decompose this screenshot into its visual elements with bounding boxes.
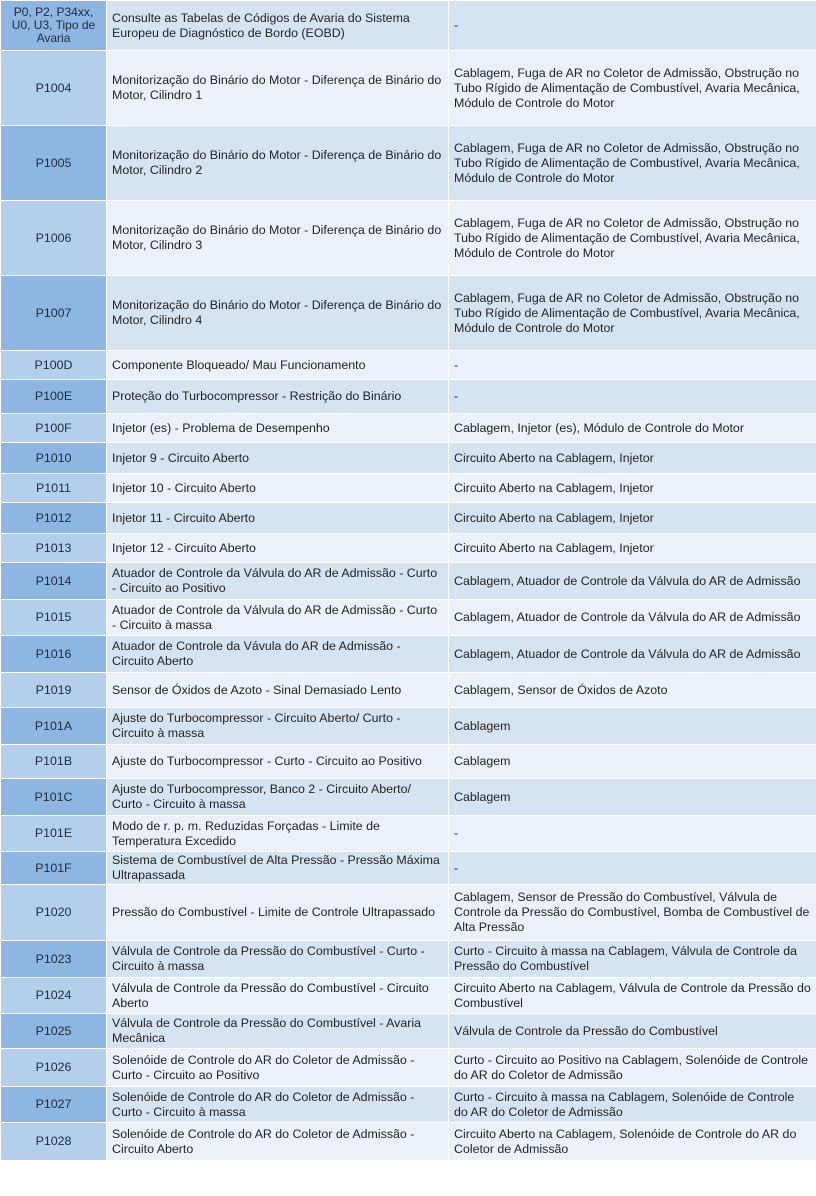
possible-causes-cell: Cablagem, Atuador de Controle da Válvula do AR de Admissão xyxy=(449,600,816,636)
fault-description-cell: Solenóide de Controle do AR do Coletor de Admissão - Circuito Aberto xyxy=(107,1123,449,1161)
fault-description-cell: Proteção do Turbocompressor - Restrição do Binário xyxy=(107,380,449,414)
table-row xyxy=(1,885,816,941)
fault-code-cell: P1019 xyxy=(1,673,107,708)
fault-code-cell: P1014 xyxy=(1,563,107,600)
fault-code-cell: P1012 xyxy=(1,503,107,534)
possible-causes-cell: Cablagem, Injetor (es), Módulo de Controle do Motor xyxy=(449,414,816,443)
fault-code-cell: P1005 xyxy=(1,126,107,201)
fault-code-cell: P1026 xyxy=(1,1049,107,1087)
fault-description-cell: Injetor (es) - Problema de Desempenho xyxy=(107,414,449,443)
fault-code-cell: P1016 xyxy=(1,636,107,673)
possible-causes-cell: Cablagem, Fuga de AR no Coletor de Admissão, Obstrução no Tubo Rígido de Alimentação de Combustível, Avaria Mecânica, Módulo de Controle do Motor xyxy=(449,126,816,201)
table-row xyxy=(1,503,816,534)
fault-code-cell: P101F xyxy=(1,852,107,885)
fault-description-cell: Válvula de Controle da Pressão do Combustível - Curto - Circuito à massa xyxy=(107,941,449,978)
possible-causes-cell: Cablagem, Atuador de Controle da Válvula do AR de Admissão xyxy=(449,563,816,600)
fault-code-cell: P0, P2, P34xx, U0, U3, Tipo de Avaria xyxy=(1,1,107,51)
possible-causes-cell: Cablagem, Fuga de AR no Coletor de Admissão, Obstrução no Tubo Rígido de Alimentação de Combustível, Avaria Mecânica, Módulo de Controle do Motor xyxy=(449,276,816,351)
table-row xyxy=(1,852,816,885)
table-row xyxy=(1,126,816,201)
table-row xyxy=(1,563,816,600)
fault-description-cell: Monitorização do Binário do Motor - Diferença de Binário do Motor, Cilindro 3 xyxy=(107,201,449,276)
table-row xyxy=(1,380,816,414)
possible-causes-cell: - xyxy=(449,1,816,51)
table-row xyxy=(1,708,816,745)
fault-code-cell: P1006 xyxy=(1,201,107,276)
possible-causes-cell: Curto - Circuito à massa na Cablagem, Válvula de Controle da Pressão do Combustível xyxy=(449,941,816,978)
table-row xyxy=(1,673,816,708)
table-row xyxy=(1,474,816,503)
fault-code-cell: P1025 xyxy=(1,1014,107,1049)
table-row xyxy=(1,816,816,852)
table-row xyxy=(1,1049,816,1087)
fault-description-cell: Monitorização do Binário do Motor - Diferença de Binário do Motor, Cilindro 2 xyxy=(107,126,449,201)
fault-description-cell: Consulte as Tabelas de Códigos de Avaria do Sistema Europeu de Diagnóstico de Bordo (EOBD) xyxy=(107,1,449,51)
table-row xyxy=(1,978,816,1014)
possible-causes-cell: Cablagem, Fuga de AR no Coletor de Admissão, Obstrução no Tubo Rígido de Alimentação de Combustível, Avaria Mecânica, Módulo de Controle do Motor xyxy=(449,51,816,126)
fault-code-cell: P1004 xyxy=(1,51,107,126)
possible-causes-cell: Cablagem xyxy=(449,779,816,816)
possible-causes-cell: Cablagem, Sensor de Pressão do Combustível, Válvula de Controle da Pressão do Combustível, Bomba de Combustível de Alta Pressão xyxy=(449,885,816,941)
fault-description-cell: Atuador de Controle da Válvula do AR de Admissão - Curto - Circuito ao Positivo xyxy=(107,563,449,600)
table-row xyxy=(1,276,816,351)
fault-code-cell: P100D xyxy=(1,351,107,380)
table-row xyxy=(1,1014,816,1049)
fault-code-cell: P101E xyxy=(1,816,107,852)
fault-description-cell: Válvula de Controle da Pressão do Combustível - Circuito Aberto xyxy=(107,978,449,1014)
fault-code-cell: P1011 xyxy=(1,474,107,503)
table-row xyxy=(1,1,816,51)
possible-causes-cell: Circuito Aberto na Cablagem, Injetor xyxy=(449,534,816,563)
fault-description-cell: Monitorização do Binário do Motor - Diferença de Binário do Motor, Cilindro 1 xyxy=(107,51,449,126)
fault-description-cell: Ajuste do Turbocompressor, Banco 2 - Circuito Aberto/ Curto - Circuito à massa xyxy=(107,779,449,816)
fault-description-cell: Sistema de Combustível de Alta Pressão - Pressão Máxima Ultrapassada xyxy=(107,852,449,885)
possible-causes-cell: Cablagem xyxy=(449,708,816,745)
fault-code-cell: P101C xyxy=(1,779,107,816)
fault-code-cell: P1020 xyxy=(1,885,107,941)
possible-causes-cell: Cablagem, Sensor de Óxidos de Azoto xyxy=(449,673,816,708)
possible-causes-cell: - xyxy=(449,380,816,414)
fault-code-cell: P100F xyxy=(1,414,107,443)
table-row xyxy=(1,779,816,816)
possible-causes-cell: - xyxy=(449,351,816,380)
fault-description-cell: Componente Bloqueado/ Mau Funcionamento xyxy=(107,351,449,380)
possible-causes-cell: Circuito Aberto na Cablagem, Solenóide de Controle do AR do Coletor de Admissão xyxy=(449,1123,816,1161)
fault-description-cell: Solenóide de Controle do AR do Coletor de Admissão - Curto - Circuito ao Positivo xyxy=(107,1049,449,1087)
table-row xyxy=(1,534,816,563)
table-row xyxy=(1,351,816,380)
fault-description-cell: Válvula de Controle da Pressão do Combustível - Avaria Mecânica xyxy=(107,1014,449,1049)
fault-description-cell: Ajuste do Turbocompressor - Circuito Aberto/ Curto - Circuito à massa xyxy=(107,708,449,745)
fault-description-cell: Monitorização do Binário do Motor - Diferença de Binário do Motor, Cilindro 4 xyxy=(107,276,449,351)
possible-causes-cell: Circuito Aberto na Cablagem, Válvula de Controle da Pressão do Combustível xyxy=(449,978,816,1014)
fault-code-cell: P1007 xyxy=(1,276,107,351)
fault-code-cell: P1015 xyxy=(1,600,107,636)
fault-code-cell: P100E xyxy=(1,380,107,414)
table-row xyxy=(1,443,816,474)
possible-causes-cell: Circuito Aberto na Cablagem, Injetor xyxy=(449,474,816,503)
possible-causes-cell: - xyxy=(449,816,816,852)
table-row xyxy=(1,941,816,978)
possible-causes-cell: Circuito Aberto na Cablagem, Injetor xyxy=(449,443,816,474)
table-row xyxy=(1,201,816,276)
fault-description-cell: Solenóide de Controle do AR do Coletor de Admissão - Curto - Circuito à massa xyxy=(107,1087,449,1123)
table-row xyxy=(1,51,816,126)
fault-code-table-body xyxy=(1,1,816,1161)
possible-causes-cell: Curto - Circuito ao Positivo na Cablagem, Solenóide de Controle do AR do Coletor de Admissão xyxy=(449,1049,816,1087)
fault-code-cell: P1027 xyxy=(1,1087,107,1123)
table-row xyxy=(1,1087,816,1123)
fault-description-cell: Atuador de Controle da Vávula do AR de Admissão - Circuito Aberto xyxy=(107,636,449,673)
possible-causes-cell: - xyxy=(449,852,816,885)
fault-code-cell: P1024 xyxy=(1,978,107,1014)
fault-code-cell: P101A xyxy=(1,708,107,745)
possible-causes-cell: Circuito Aberto na Cablagem, Injetor xyxy=(449,503,816,534)
fault-code-cell: P101B xyxy=(1,745,107,779)
possible-causes-cell: Cablagem xyxy=(449,745,816,779)
fault-description-cell: Injetor 9 - Circuito Aberto xyxy=(107,443,449,474)
possible-causes-cell: Curto - Circuito à massa na Cablagem, Solenóide de Controle do AR do Coletor de Admissão xyxy=(449,1087,816,1123)
fault-code-cell: P1023 xyxy=(1,941,107,978)
possible-causes-cell: Cablagem, Fuga de AR no Coletor de Admissão, Obstrução no Tubo Rígido de Alimentação de Combustível, Avaria Mecânica, Módulo de Controle do Motor xyxy=(449,201,816,276)
fault-description-cell: Pressão do Combustível - Limite de Controle Ultrapassado xyxy=(107,885,449,941)
fault-description-cell: Sensor de Óxidos de Azoto - Sinal Demasiado Lento xyxy=(107,673,449,708)
table-row xyxy=(1,636,816,673)
fault-description-cell: Ajuste do Turbocompressor - Curto - Circuito ao Positivo xyxy=(107,745,449,779)
table-row xyxy=(1,1123,816,1161)
fault-code-cell: P1028 xyxy=(1,1123,107,1161)
fault-code-cell: P1013 xyxy=(1,534,107,563)
fault-code-cell: P1010 xyxy=(1,443,107,474)
fault-description-cell: Injetor 10 - Circuito Aberto xyxy=(107,474,449,503)
fault-description-cell: Atuador de Controle da Válvula do AR de Admissão - Curto - Circuito à massa xyxy=(107,600,449,636)
possible-causes-cell: Válvula de Controle da Pressão do Combustível xyxy=(449,1014,816,1049)
table-row xyxy=(1,745,816,779)
fault-description-cell: Modo de r. p. m. Reduzidas Forçadas - Limite de Temperatura Excedido xyxy=(107,816,449,852)
table-row xyxy=(1,414,816,443)
possible-causes-cell: Cablagem, Atuador de Controle da Válvula do AR de Admissão xyxy=(449,636,816,673)
fault-description-cell: Injetor 11 - Circuito Aberto xyxy=(107,503,449,534)
table-row xyxy=(1,600,816,636)
fault-description-cell: Injetor 12 - Circuito Aberto xyxy=(107,534,449,563)
